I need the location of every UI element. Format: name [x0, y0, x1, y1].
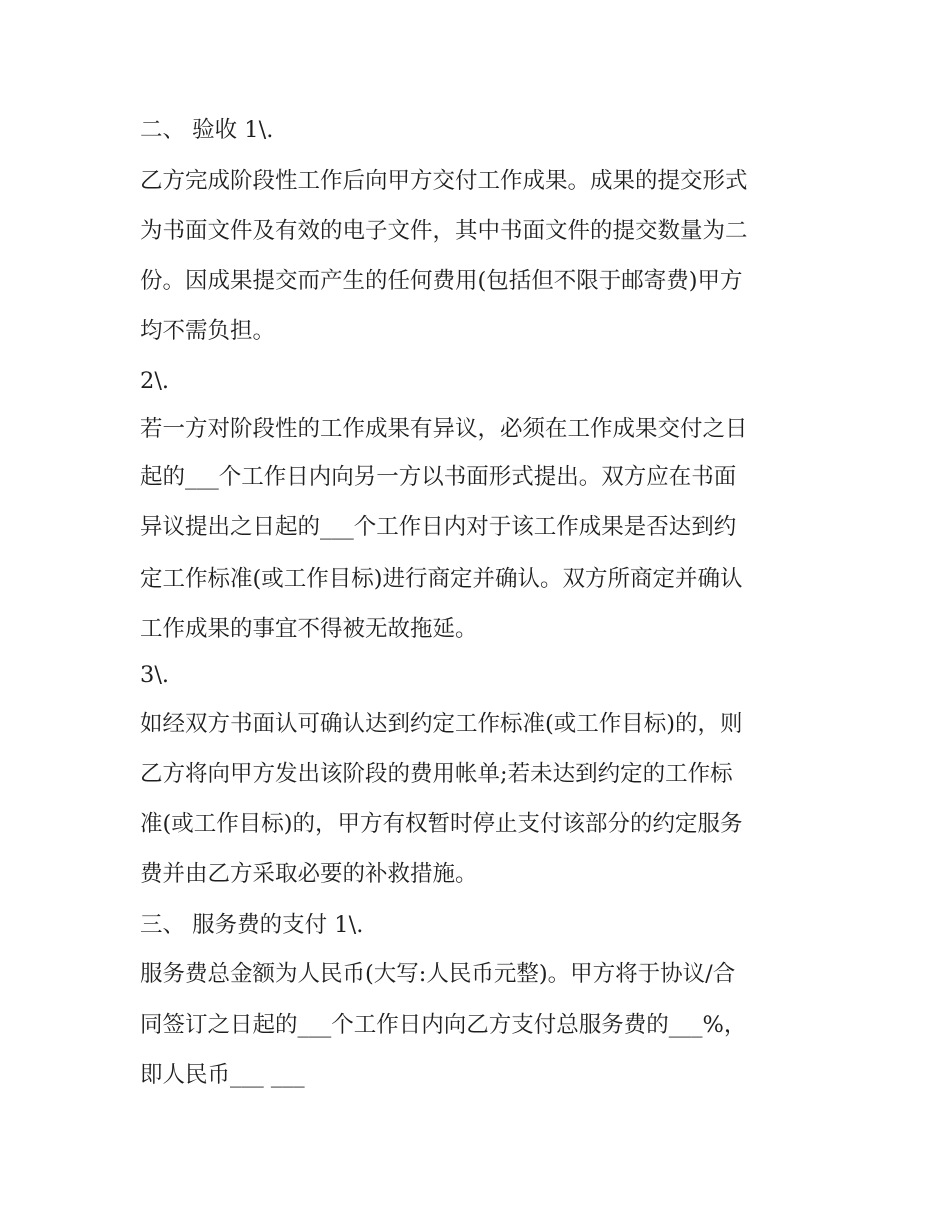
text-line: 为书面文件及有效的电子文件，其中书面文件的提交数量为二 — [140, 218, 748, 244]
text-line: 同签订之日起的___个工作日内向乙方支付总服务费的___%， — [140, 1012, 747, 1038]
text-line: 异议提出之日起的___个工作日内对于该工作成果是否达到约 — [140, 514, 737, 540]
text-line: 份。因成果提交而产生的任何费用(包括但不限于邮寄费)甲方 — [140, 268, 743, 294]
text-line: 若一方对阶段性的工作成果有异议，必须在工作成果交付之日 — [140, 416, 748, 442]
section-heading-acceptance: 二、 验收 1\. — [140, 117, 274, 143]
text-line: 如经双方书面认可确认达到约定工作标准(或工作目标)的，则 — [140, 711, 743, 737]
text-line: 准(或工作目标)的，甲方有权暂时停止支付该部分的约定服务 — [140, 811, 743, 837]
text-line: 费并由乙方采取必要的补救措施。 — [140, 861, 478, 887]
text-line: 乙方将向甲方发出该阶段的费用帐单;若未达到约定的工作标 — [140, 761, 733, 787]
text-line: 起的___个工作日内向另一方以书面形式提出。双方应在书面 — [140, 464, 737, 490]
text-line: 定工作标准(或工作目标)进行商定并确认。双方所商定并确认 — [140, 566, 743, 592]
text-line: 工作成果的事宜不得被无故拖延。 — [140, 616, 478, 642]
text-line: 乙方完成阶段性工作后向甲方交付工作成果。成果的提交形式 — [140, 168, 748, 194]
text-line: 即人民币___ ___ — [140, 1062, 305, 1088]
text-line: 服务费总金额为人民币(大写:人民币元整)。甲方将于协议/合 — [140, 961, 736, 987]
text-line: 均不需负担。 — [140, 318, 276, 344]
section-heading-service-fee: 三、 服务费的支付 1\. — [140, 912, 364, 938]
clause-number: 2\. — [140, 368, 170, 394]
clause-number: 3\. — [140, 662, 170, 688]
